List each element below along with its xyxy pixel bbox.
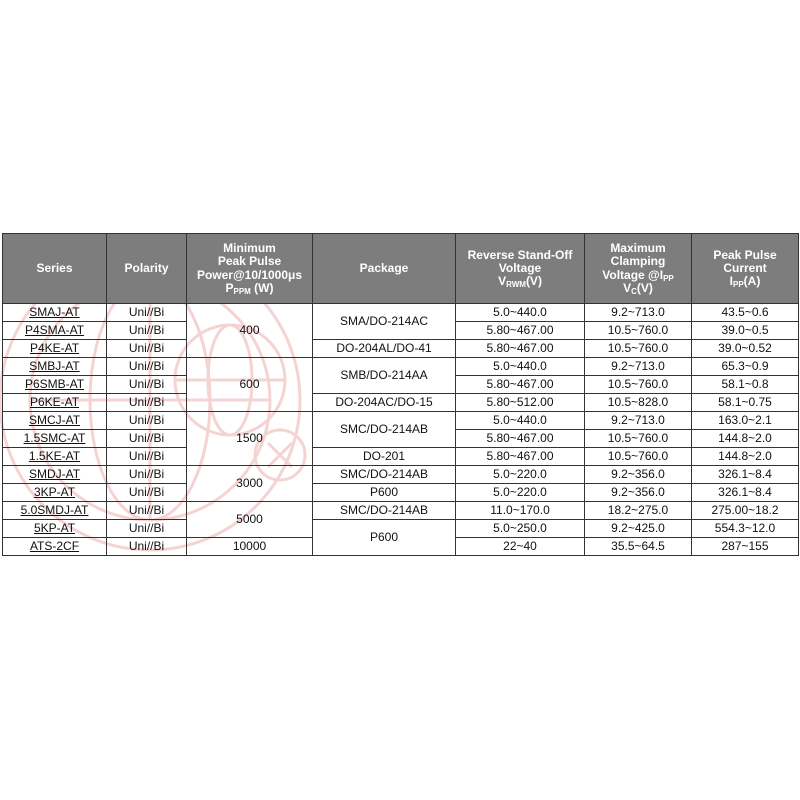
header-vrwm-line1: Reverse Stand-Off (467, 247, 573, 262)
table-row (3, 502, 799, 520)
cell-package: SMC/DO-214AB (313, 502, 456, 520)
cell-package: SMC/DO-214AB (313, 412, 456, 448)
cell-series[interactable] (3, 358, 107, 376)
header-polarity: Polarity (107, 234, 187, 304)
cell-polarity: Uni//Bi (107, 340, 187, 358)
header-ipp-unit: (A) (743, 274, 761, 289)
cell-ipp: 58.1~0.75 (692, 394, 799, 412)
cell-package: DO-201 (313, 448, 456, 466)
cell-ipp: 163.0~2.1 (692, 412, 799, 430)
table-row (3, 520, 799, 538)
table-header (3, 234, 799, 304)
cell-vc: 10.5~760.0 (585, 340, 692, 358)
header-power-symbol: P (225, 280, 234, 295)
cell-series[interactable] (3, 448, 107, 466)
cell-polarity: Uni//Bi (107, 466, 187, 484)
cell-polarity: Uni//Bi (107, 430, 187, 448)
cell-vc: 9.2~356.0 (585, 484, 692, 502)
series-link[interactable]: SMDJ-AT (28, 466, 81, 481)
cell-vrwm: 5.0~440.0 (456, 358, 585, 376)
cell-power-group: 5000 (187, 502, 313, 538)
series-link[interactable]: 1.5SMC-AT (23, 430, 86, 445)
series-link[interactable]: P4SMA-AT (24, 322, 85, 337)
cell-polarity: Uni//Bi (107, 376, 187, 394)
cell-polarity: Uni//Bi (107, 502, 187, 520)
cell-ipp: 275.00~18.2 (692, 502, 799, 520)
table-row (3, 358, 799, 376)
header-vc-line1: Maximum (610, 241, 666, 256)
cell-ipp: 39.0~0.52 (692, 340, 799, 358)
header-reverse-standoff-voltage (456, 234, 585, 304)
cell-vc: 10.5~760.0 (585, 376, 692, 394)
header-vrwm-unit: (V) (525, 274, 542, 289)
cell-package: DO-204AL/DO-41 (313, 340, 456, 358)
cell-polarity: Uni//Bi (107, 412, 187, 430)
cell-vrwm: 11.0~170.0 (456, 502, 585, 520)
series-link[interactable]: 5.0SMDJ-AT (20, 502, 89, 517)
cell-power-group: 10000 (187, 538, 313, 556)
header-vc-subscript: C (631, 286, 637, 296)
series-link[interactable]: 1.5KE-AT (28, 448, 81, 463)
cell-vc: 9.2~425.0 (585, 520, 692, 538)
cell-series[interactable] (3, 412, 107, 430)
cell-vc: 18.2~275.0 (585, 502, 692, 520)
series-link[interactable]: ATS-2CF (29, 538, 80, 553)
cell-ipp: 326.1~8.4 (692, 484, 799, 502)
cell-package: P600 (313, 520, 456, 556)
cell-polarity: Uni//Bi (107, 322, 187, 340)
header-vc-line4 (589, 282, 687, 295)
cell-vc: 10.5~760.0 (585, 430, 692, 448)
table-row (3, 412, 799, 430)
cell-ipp: 58.1~0.8 (692, 376, 799, 394)
header-vrwm-line3 (460, 275, 580, 288)
cell-package: SMB/DO-214AA (313, 358, 456, 394)
header-vc-unit: (V) (636, 280, 653, 295)
cell-vc: 9.2~713.0 (585, 412, 692, 430)
header-power-line3: Power@10/1000μs (196, 267, 303, 282)
cell-vrwm: 5.80~467.00 (456, 322, 585, 340)
cell-package: P600 (313, 484, 456, 502)
header-power-line4 (191, 282, 308, 295)
cell-vc: 10.5~760.0 (585, 448, 692, 466)
cell-vc: 9.2~713.0 (585, 304, 692, 322)
cell-polarity: Uni//Bi (107, 520, 187, 538)
cell-vrwm: 5.0~440.0 (456, 304, 585, 322)
cell-polarity: Uni//Bi (107, 358, 187, 376)
cell-vc: 9.2~713.0 (585, 358, 692, 376)
cell-power-group: 400 (187, 304, 313, 358)
header-power-subscript: PPM (233, 286, 251, 296)
header-vc-line2: Clamping (610, 254, 666, 269)
cell-series[interactable] (3, 538, 107, 556)
cell-ipp: 39.0~0.5 (692, 322, 799, 340)
cell-polarity: Uni//Bi (107, 538, 187, 556)
product-spec-table (2, 233, 799, 556)
cell-ipp: 43.5~0.6 (692, 304, 799, 322)
cell-series[interactable] (3, 484, 107, 502)
header-ipp-subscript: PP (733, 280, 744, 290)
cell-vrwm: 5.0~220.0 (456, 466, 585, 484)
cell-series[interactable] (3, 502, 107, 520)
header-power-line2: Peak Pulse (217, 254, 282, 269)
cell-series[interactable] (3, 430, 107, 448)
cell-polarity: Uni//Bi (107, 484, 187, 502)
table-body (3, 304, 799, 556)
cell-ipp: 144.8~2.0 (692, 448, 799, 466)
header-ipp-line1: Peak Pulse (713, 247, 777, 262)
cell-series[interactable] (3, 304, 107, 322)
cell-series[interactable] (3, 376, 107, 394)
series-link[interactable]: P6KE-AT (29, 394, 80, 409)
series-link[interactable]: SMAJ-AT (29, 304, 80, 319)
cell-vrwm: 5.80~467.00 (456, 376, 585, 394)
cell-vrwm: 5.80~467.00 (456, 340, 585, 358)
header-vrwm-subscript: RWM (506, 280, 526, 290)
header-vc-voltage-at: Voltage @I (602, 267, 664, 282)
cell-vc: 35.5~64.5 (585, 538, 692, 556)
cell-vc: 9.2~356.0 (585, 466, 692, 484)
cell-series[interactable] (3, 466, 107, 484)
table-row (3, 448, 799, 466)
table-row (3, 394, 799, 412)
header-max-clamping-voltage (585, 234, 692, 304)
table-row (3, 304, 799, 322)
cell-ipp: 65.3~0.9 (692, 358, 799, 376)
cell-ipp: 554.3~12.0 (692, 520, 799, 538)
cell-vrwm: 5.0~250.0 (456, 520, 585, 538)
cell-vrwm: 5.0~220.0 (456, 484, 585, 502)
cell-ipp: 144.8~2.0 (692, 430, 799, 448)
series-link[interactable]: 3KP-AT (33, 484, 76, 499)
header-vrwm-line2: Voltage (498, 260, 542, 275)
cell-package: DO-204AC/DO-15 (313, 394, 456, 412)
cell-package: SMC/DO-214AB (313, 466, 456, 484)
header-vrwm-symbol: V (498, 274, 507, 289)
series-link[interactable]: SMCJ-AT (28, 412, 81, 427)
header-series: Series (3, 234, 107, 304)
header-peak-pulse-current (692, 234, 799, 304)
cell-vc: 10.5~828.0 (585, 394, 692, 412)
cell-vrwm: 5.80~467.00 (456, 448, 585, 466)
cell-vrwm: 5.80~467.00 (456, 430, 585, 448)
header-ipp-symbol: I (729, 274, 733, 289)
table-row (3, 466, 799, 484)
header-power-unit: (W) (250, 280, 274, 295)
header-peak-pulse-power (187, 234, 313, 304)
cell-series[interactable] (3, 520, 107, 538)
cell-vrwm: 22~40 (456, 538, 585, 556)
cell-ipp: 287~155 (692, 538, 799, 556)
cell-power-group: 3000 (187, 466, 313, 502)
header-ipp-line3 (696, 275, 794, 288)
header-vc-symbol: V (623, 280, 632, 295)
cell-series[interactable] (3, 394, 107, 412)
cell-package: SMA/DO-214AC (313, 304, 456, 340)
series-link[interactable]: 5KP-AT (33, 520, 76, 535)
header-ipp-line2: Current (723, 260, 767, 275)
series-link[interactable]: P4KE-AT (29, 340, 80, 355)
header-package: Package (313, 234, 456, 304)
cell-power-group: 600 (187, 358, 313, 412)
table-row (3, 484, 799, 502)
series-link[interactable]: SMBJ-AT (29, 358, 80, 373)
cell-vrwm: 5.0~440.0 (456, 412, 585, 430)
cell-vrwm: 5.80~512.00 (456, 394, 585, 412)
cell-series[interactable] (3, 322, 107, 340)
cell-polarity: Uni//Bi (107, 304, 187, 322)
cell-power-group: 1500 (187, 412, 313, 466)
table-row (3, 340, 799, 358)
cell-polarity: Uni//Bi (107, 448, 187, 466)
cell-ipp: 326.1~8.4 (692, 466, 799, 484)
header-vc-ipp-subscript: PP (663, 273, 674, 283)
series-link[interactable]: P6SMB-AT (24, 376, 85, 391)
cell-polarity: Uni//Bi (107, 394, 187, 412)
cell-series[interactable] (3, 340, 107, 358)
cell-vc: 10.5~760.0 (585, 322, 692, 340)
header-power-line1: Minimum (223, 241, 276, 256)
